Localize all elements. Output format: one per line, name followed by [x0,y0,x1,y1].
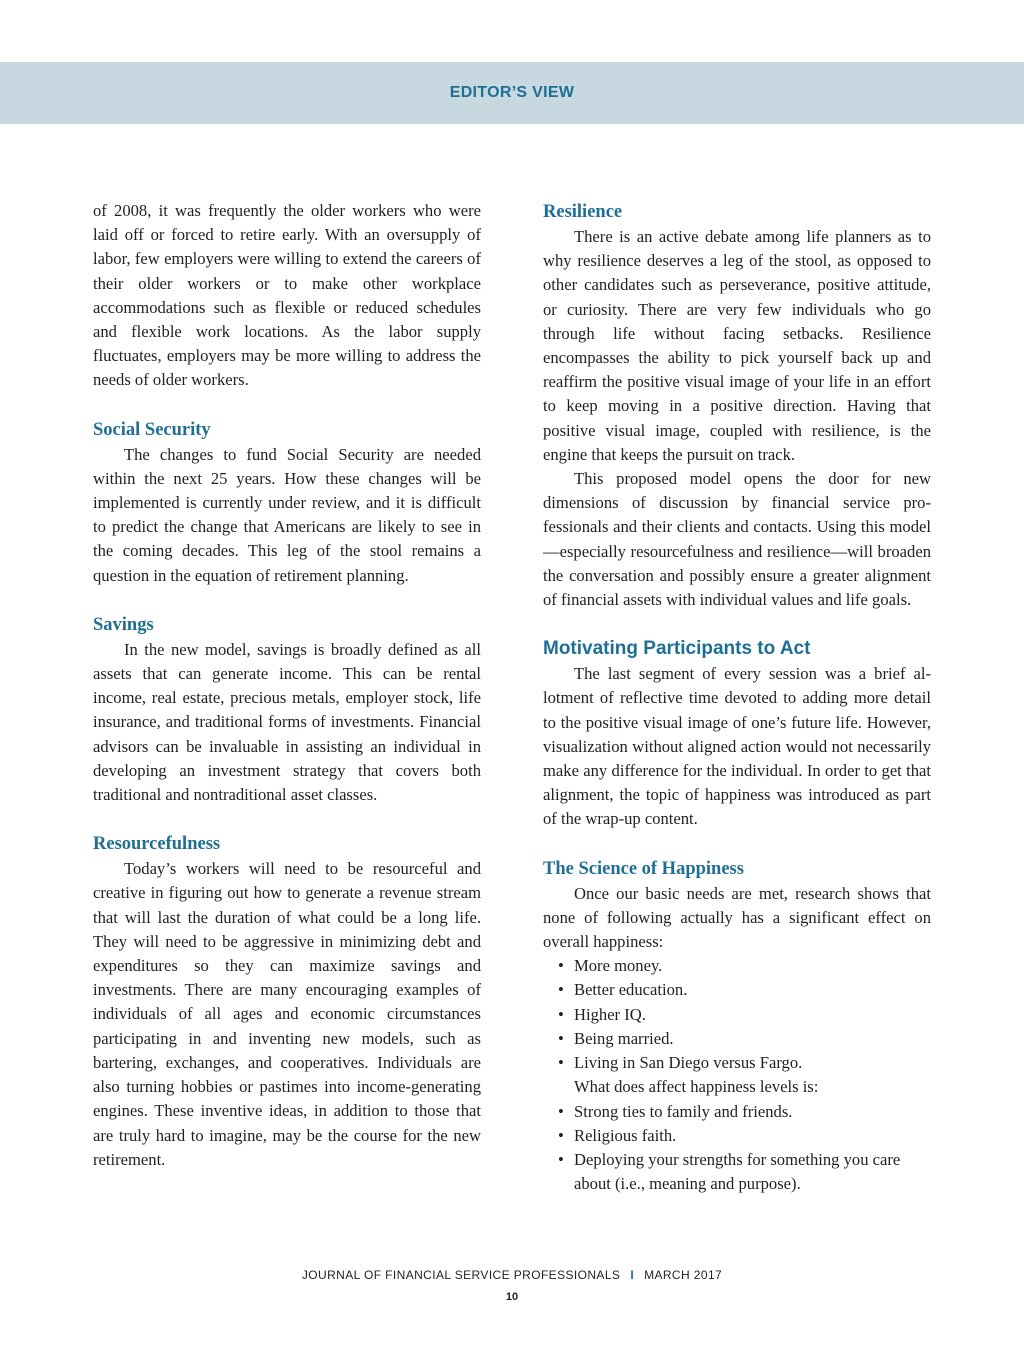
list-item: • Being married. [543,1027,931,1051]
list-item: • Religious faith. [543,1124,931,1148]
bullet-icon: • [558,1101,564,1121]
list-item: • Deploying your strengths for something you care about (i.e., meaning and purpose). [558,1149,901,1194]
heading-social-security: Social Security [93,419,211,440]
bullet-icon: • [558,980,564,1000]
resilience-paragraph-1: There is an active debate among life planners as to why resilience deserves a leg of the stool, as opposed to other candidates such as perseverance, positive attitude, or curiosity. There are very few individuals who go through life without facing setbacks. Resilience encompasses the ability to pick yourself back up and reaffirm the positive visual image of your life in an effort to keep moving in a positive direction. Having that positive visual image, coupled with resilience, is the engine that keeps the pursuit on track. [543,227,931,464]
bullet-icon: • [558,1053,564,1073]
list-item: • Living in San Diego versus Fargo. [543,1051,931,1075]
footer [0,1268,1024,1282]
bullet-icon: • [558,1125,564,1145]
left-column [93,199,481,1172]
footer-separator: I [630,1268,635,1282]
effect-list [543,1100,931,1197]
motivating-paragraph: The last segment of every session was a brief allotment of reflective time devoted to adding more detail to the positive visual image of one’s future life. However, visualization without aligned action would not necessarily make any difference for the individual. In order to get that alignment, the topic of happiness was introduced as part of the wrap-up content. [543,664,931,829]
happiness-transition: What does affect happiness levels is: [574,1077,819,1097]
heading-savings: Savings [93,614,154,635]
issue-date: MARCH 2017 [644,1268,723,1282]
savings-paragraph: In the new model, savings is broadly defined as all assets that can generate income. This can be rental income, real estate, precious metals, employer stock, life insurance, and traditional forms of investments. Financial advisors can be invaluable in assisting an individual in developing an investment strategy that covers both traditional and nontraditional asset classes. [93,639,481,805]
social-security-paragraph: The changes to fund Social Security are needed within the next 25 years. How these changes will be implemented is currently under review, and it is difficult to predict the change that Americans are likely to see in the coming decades. This leg of the stool remains a question in the equation of retirement planning. [93,444,481,585]
bullet-icon: • [558,1004,564,1024]
resourcefulness-paragraph: Today’s workers will need to be resourceful and creative in figuring out how to generate a revenue stream that will last the duration of what could be a long life. They will need to be aggressive in minimizing debt and expenditures so they can maximize savings and investments. There are many encouraging examples of individuals of all ages and economic circumstances participating in and inventing new models, such as bartering, exchanges, and cooperatives. Individuals are also turning hobbies or pastimes into income-generating engines. These inventive ideas, in addition to those that are truly hard to imagine, may be the course for the new retirement. [93,859,481,1169]
no-effect-list [543,954,931,1075]
journal-name: JOURNAL OF FINANCIAL SERVICE PROFESSIONALS [301,1268,621,1282]
list-item: • Better education. [543,978,931,1002]
resilience-paragraph-2: This proposed model opens the door for new dimensions of discussion by financial service professionals and their clients and contacts. Using this model—especially resourcefulness and resilience—will broaden the conversation and possibly ensure a greater alignment of financial assets with individual values and life goals. [543,469,931,610]
list-item: • Higher IQ. [543,1003,931,1027]
list-item: • More money. [543,954,931,978]
intro-paragraph: of 2008, it was frequently the older workers who were laid off or forced to retire early. With an oversupply of labor, few employers were willing to extend the careers of their older workers or to make other workplace accommodations such as flexible or reduced schedules and flexible work locations. As the labor supply fluctuates, employers may be more willing to address the needs of older workers. [93,201,481,390]
heading-motivating-participants: Motivating Participants to Act [543,638,811,660]
section-title: EDITOR’S VIEW [449,84,575,101]
page-number: 10 [505,1291,519,1303]
bullet-icon: • [558,1149,564,1169]
bullet-icon: • [558,1028,564,1048]
happiness-paragraph: Once our basic needs are met, research shows that none of following actually has a significant effect on overall happiness: [543,883,931,952]
heading-resilience: Resilience [543,202,623,222]
bullet-icon: • [558,956,564,976]
right-column [543,199,931,1196]
heading-science-of-happiness: The Science of Happiness [543,858,744,879]
list-item: • Strong ties to family and friends. [543,1100,931,1124]
heading-resourcefulness: Resourcefulness [93,834,221,855]
